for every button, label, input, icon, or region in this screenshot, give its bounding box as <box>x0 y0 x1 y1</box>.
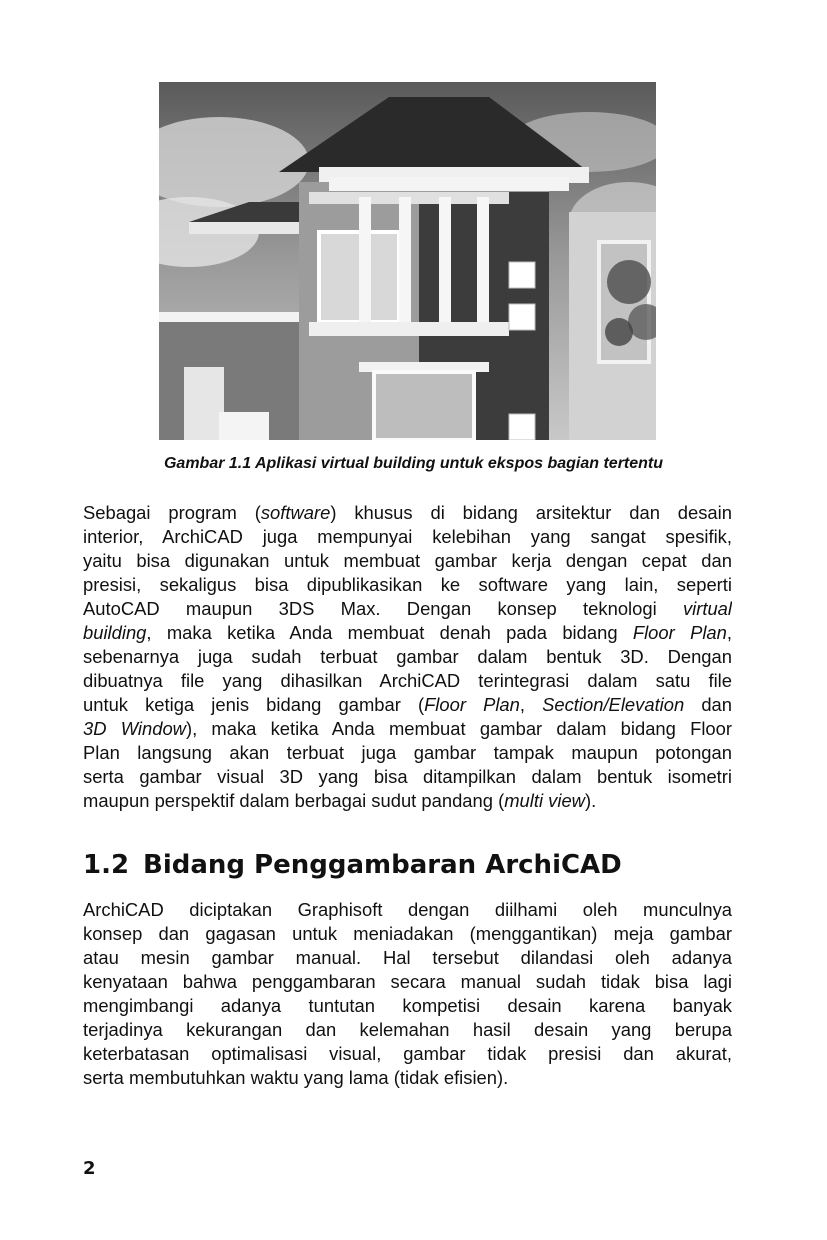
italic-term: multi view <box>504 790 585 811</box>
text-line: atau mesin gambar manual. Hal tersebut dilandasi oleh adanya <box>83 947 732 968</box>
text-line: Sebagai program (software) khusus di bidang arsitektur dan desain <box>83 502 732 523</box>
text-line: keterbatasan optimalisasi visual, gambar tidak presisi dan akurat, <box>83 1043 732 1064</box>
section-title: Bidang Penggambaran ArchiCAD <box>143 850 622 880</box>
text-line: interior, ArchiCAD juga mempunyai kelebihan yang sangat spesifik, <box>83 526 732 547</box>
text-line: AutoCAD maupun 3DS Max. Dengan konsep teknologi virtual <box>83 598 732 619</box>
italic-term: 3D Window <box>83 718 186 739</box>
section-heading <box>83 850 622 880</box>
text-line: maupun perspektif dalam berbagai sudut pandang (multi view). <box>83 790 597 811</box>
text-line: mengimbangi adanya tuntutan kompetisi desain karena banyak <box>83 995 732 1016</box>
text-line: Plan langsung akan terbuat juga gambar tampak maupun potongan <box>83 742 732 763</box>
italic-term: software <box>260 502 331 523</box>
text-line: yaitu bisa digunakan untuk membuat gambar kerja dengan cepat dan <box>83 550 732 571</box>
text-line: serta membutuhkan waktu yang lama (tidak efisien). <box>83 1067 509 1088</box>
italic-term: virtual <box>682 598 732 619</box>
text-line: untuk ketiga jenis bidang gambar (Floor Plan, Section/Elevation dan <box>83 694 732 715</box>
building-illustration <box>159 82 656 440</box>
text-line: presisi, sekaligus bisa dipublikasikan ke software yang lain, seperti <box>83 574 732 595</box>
page-number: 2 <box>83 1158 96 1179</box>
text-line: sebenarnya juga sudah terbuat gambar dalam bentuk 3D. Dengan <box>83 646 732 667</box>
text-line: dibuatnya file yang dihasilkan ArchiCAD terintegrasi dalam satu file <box>83 670 732 691</box>
section-number: 1.2 <box>83 850 130 880</box>
text-line: kenyataan bahwa penggambaran secara manual sudah tidak bisa lagi <box>83 971 732 992</box>
figure-caption: Gambar 1.1 Aplikasi virtual building untuk ekspos bagian tertentu <box>163 455 664 472</box>
text-line: konsep dan gagasan untuk meniadakan (menggantikan) meja gambar <box>83 923 732 944</box>
paragraph-2 <box>83 898 732 1090</box>
text-line: building, maka ketika Anda membuat denah pada bidang Floor Plan, <box>83 622 732 643</box>
text-line: 3D Window), maka ketika Anda membuat gambar dalam bidang Floor <box>83 718 732 739</box>
italic-term: building <box>83 622 147 643</box>
text-line: ArchiCAD diciptakan Graphisoft dengan diilhami oleh munculnya <box>83 899 732 920</box>
italic-term: Floor Plan <box>424 694 520 715</box>
italic-term: Floor Plan <box>632 622 727 643</box>
text-line: terjadinya kekurangan dan kelemahan hasil desain yang berupa <box>83 1019 732 1040</box>
paragraph-1 <box>83 501 732 813</box>
text-line: serta gambar visual 3D yang bisa ditampilkan dalam bentuk isometri <box>83 766 732 787</box>
building-figure <box>159 82 656 440</box>
italic-term: Section/Elevation <box>542 694 685 715</box>
